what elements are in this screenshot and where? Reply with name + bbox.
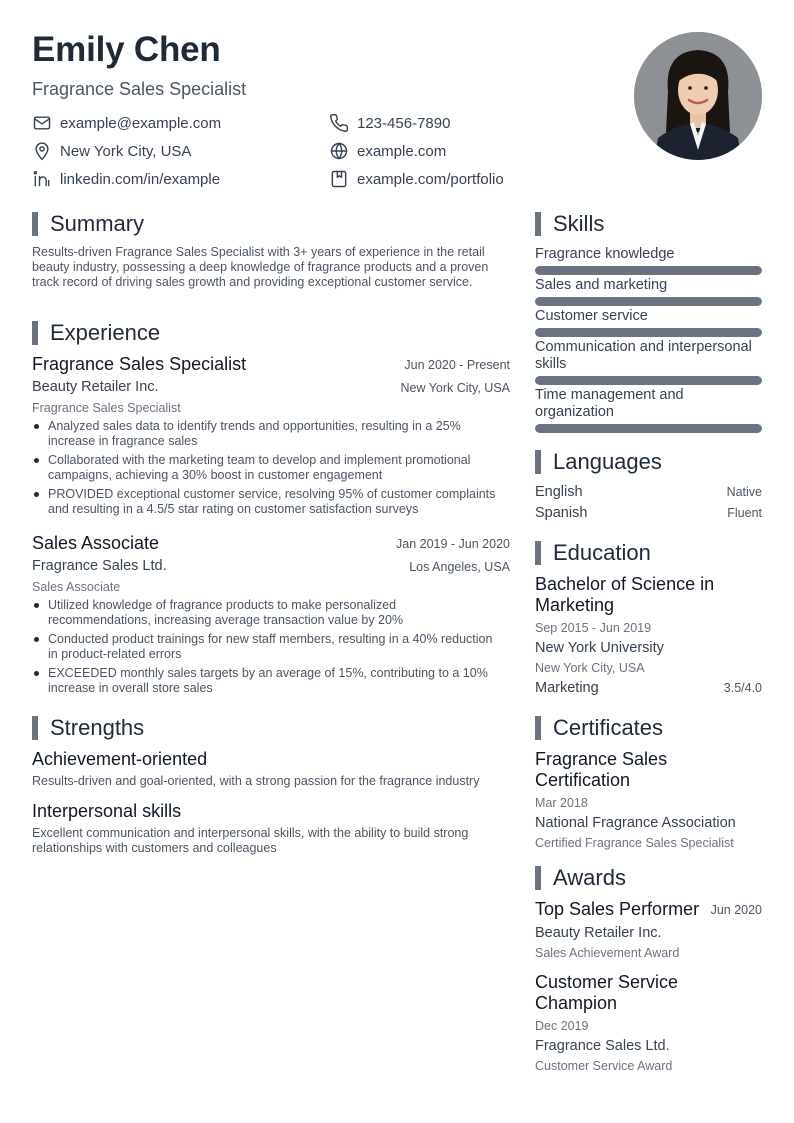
contact-portfolio[interactable]	[329, 168, 504, 190]
strength-title: Interpersonal skills	[32, 801, 182, 821]
languages-heading-text: Languages	[553, 449, 662, 474]
education-dates: Sep 2015 - Jun 2019	[535, 621, 652, 635]
section-accent-bar	[535, 450, 541, 474]
certificates-heading-text: Certificates	[553, 715, 664, 740]
skill-fill	[535, 266, 762, 275]
certificate-date: Mar 2018	[535, 796, 588, 810]
education-location: New York City, USA	[535, 661, 645, 675]
job-title: Sales Associate	[32, 533, 160, 553]
language-level: Fluent	[727, 506, 762, 520]
award-desc: Sales Achievement Award	[535, 946, 680, 960]
skills-heading-text: Skills	[553, 211, 605, 236]
language-level: Native	[726, 485, 762, 499]
skill-bar	[535, 328, 762, 337]
education-heading-text: Education	[553, 540, 651, 565]
certificate-title: Fragrance Sales Certification	[535, 749, 668, 790]
award-date: Jun 2020	[710, 903, 762, 917]
strength-desc: Results-driven and goal-oriented, with a strong passion for the fragrance industry	[32, 774, 480, 788]
skill-fill	[535, 328, 762, 337]
section-accent-bar	[535, 212, 541, 236]
job-dates: Jun 2020 - Present	[404, 358, 510, 372]
job-dates: Jan 2019 - Jun 2020	[396, 537, 510, 551]
mail-icon	[32, 113, 52, 133]
education-school: New York University	[535, 640, 664, 656]
certificate-desc: Certified Fragrance Sales Specialist	[535, 836, 734, 850]
section-accent-bar	[535, 716, 541, 740]
linkedin-icon	[32, 169, 52, 189]
languages-heading	[535, 450, 662, 474]
phone-text: 123-456-7890	[357, 114, 451, 132]
section-accent-bar	[32, 716, 38, 740]
list-item: EXCEEDED monthly sales targets by an average of 15%, contributing to a 10% increase in overall store sales	[32, 666, 502, 696]
job-role: Fragrance Sales Specialist	[32, 401, 181, 415]
list-item: Conducted product trainings for new staff members, resulting in a 40% reduction in product-related errors	[32, 632, 502, 662]
job-location: New York City, USA	[400, 381, 510, 395]
contact-phone[interactable]	[329, 112, 450, 134]
list-item: Utilized knowledge of fragrance products to make personalized recommendations, increasing average transaction value by 20%	[32, 598, 502, 628]
candidate-title: Fragrance Sales Specialist	[32, 79, 247, 99]
section-accent-bar	[32, 212, 38, 236]
education-degree: Bachelor of Science in Marketing	[535, 574, 715, 615]
skill-fill	[535, 424, 762, 433]
website-text: example.com	[357, 142, 447, 160]
job-bullets	[32, 419, 502, 521]
strengths-heading-text: Strengths	[50, 715, 145, 740]
award-title: Top Sales Performer	[535, 899, 700, 919]
phone-icon	[329, 113, 349, 133]
skill-fill	[535, 376, 762, 385]
skill-bar	[535, 424, 762, 433]
strength-title: Achievement-oriented	[32, 749, 208, 769]
education-field: Marketing	[535, 680, 599, 696]
job-company: Beauty Retailer Inc.	[32, 379, 159, 395]
education-heading	[535, 541, 651, 565]
strength-desc: Excellent communication and interpersonal skills, with the ability to build strong relationships with customers and colleagues	[32, 826, 469, 855]
award-title: Customer Service Champion	[535, 972, 679, 1013]
experience-heading-text: Experience	[50, 320, 161, 345]
skill-name: Sales and marketing	[535, 277, 668, 293]
skill-fill	[535, 297, 762, 306]
summary-heading	[32, 212, 144, 236]
skill-name: Communication and interpersonal skills	[535, 339, 752, 372]
skill-bar	[535, 376, 762, 385]
skill-name: Fragrance knowledge	[535, 246, 675, 262]
awards-heading	[535, 866, 626, 890]
skill-bar	[535, 266, 762, 275]
list-item: Collaborated with the marketing team to develop and implement promotional campaigns, achieving a 30% boost in customer engagement	[32, 453, 502, 483]
job-title: Fragrance Sales Specialist	[32, 354, 247, 374]
location-text: New York City, USA	[60, 142, 192, 160]
skill-name: Customer service	[535, 308, 648, 324]
language-name: Spanish	[535, 505, 588, 521]
contact-website[interactable]	[329, 140, 446, 162]
contact-block	[32, 112, 552, 196]
list-item: Analyzed sales data to identify trends and opportunities, resulting in a 25% increase in fragrance sales	[32, 419, 502, 449]
contact-email[interactable]	[32, 112, 221, 134]
contact-linkedin[interactable]	[32, 168, 220, 190]
award-issuer: Fragrance Sales Ltd.	[535, 1038, 670, 1054]
job-location: Los Angeles, USA	[409, 560, 510, 574]
strengths-heading	[32, 716, 144, 740]
skill-bar	[535, 297, 762, 306]
awards-heading-text: Awards	[553, 865, 626, 890]
profile-photo	[634, 32, 762, 160]
contact-location	[32, 140, 191, 162]
experience-heading	[32, 321, 160, 345]
certificate-issuer: National Fragrance Association	[535, 815, 736, 831]
section-accent-bar	[535, 866, 541, 890]
job-role: Sales Associate	[32, 580, 121, 594]
language-name: English	[535, 484, 583, 500]
award-desc: Customer Service Award	[535, 1059, 673, 1073]
education-gpa: 3.5/4.0	[723, 681, 762, 695]
award-issuer: Beauty Retailer Inc.	[535, 925, 662, 941]
email-text: example@example.com	[60, 114, 222, 132]
section-accent-bar	[32, 321, 38, 345]
summary-text: Results-driven Fragrance Sales Specialist with 3+ years of experience in the retail beauty industry, possessing a deep knowledge of fragrance products and a proven track record of driving sales growth and providing exceptional customer service.	[32, 245, 489, 289]
bookmark-icon	[329, 169, 349, 189]
skill-name: Time management and organization	[535, 387, 684, 420]
list-item: PROVIDED exceptional customer service, resolving 95% of customer complaints and resulting in a 4.5/5 star rating on customer satisfaction surveys	[32, 487, 502, 517]
globe-icon	[329, 141, 349, 161]
section-accent-bar	[535, 541, 541, 565]
candidate-name: Emily Chen	[32, 30, 221, 69]
skills-heading	[535, 212, 604, 236]
job-company: Fragrance Sales Ltd.	[32, 558, 167, 574]
certificates-heading	[535, 716, 663, 740]
portfolio-text: example.com/portfolio	[357, 170, 504, 188]
summary-heading-text: Summary	[50, 211, 145, 236]
award-date: Dec 2019	[535, 1019, 589, 1033]
linkedin-text: linkedin.com/in/example	[60, 170, 221, 188]
job-bullets	[32, 598, 502, 700]
location-pin-icon	[32, 141, 52, 161]
